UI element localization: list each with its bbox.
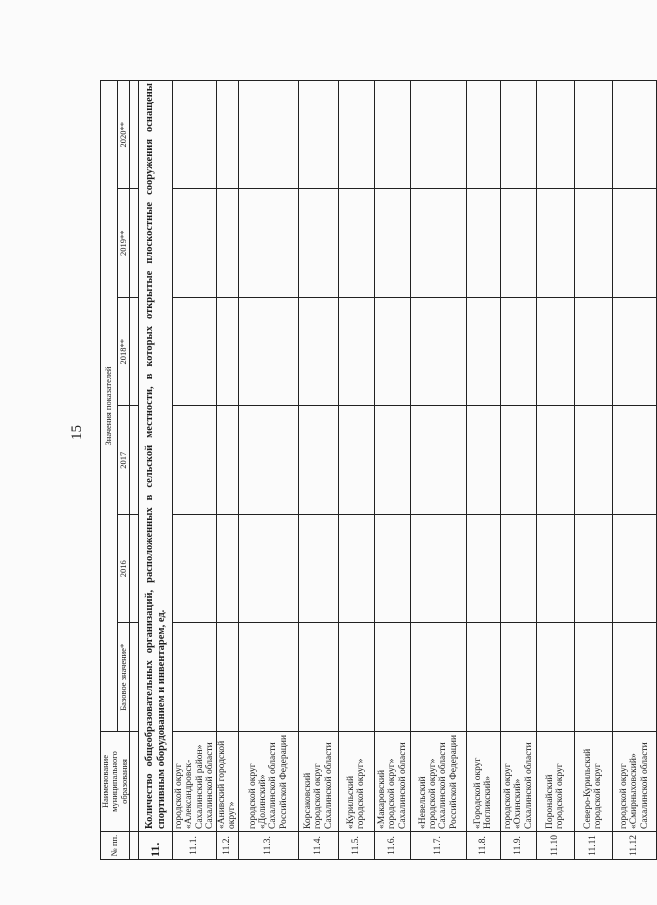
value-cell <box>536 298 574 407</box>
value-cell <box>173 189 217 298</box>
header-number: № пп. <box>101 832 130 860</box>
value-cell <box>574 515 612 624</box>
value-cell <box>298 623 338 732</box>
value-cell <box>612 298 656 407</box>
value-cell <box>217 515 239 624</box>
page-number: 15 <box>69 425 85 440</box>
value-cell <box>374 515 410 624</box>
row-number: 11.9. <box>500 832 536 860</box>
value-cell <box>466 515 500 624</box>
value-cell <box>536 189 574 298</box>
value-cell <box>536 623 574 732</box>
value-cell <box>466 406 500 515</box>
indicator-table <box>100 80 657 860</box>
row-number: 11.1. <box>173 832 217 860</box>
row-number: 11.10 <box>536 832 574 860</box>
value-cell <box>466 623 500 732</box>
municipality-name: «Городской округ Ногликский» <box>466 732 500 832</box>
row-number: 11.7. <box>410 832 466 860</box>
table-row <box>298 81 338 860</box>
municipality-name: городской округ «Александровск-Сахалинский район» Сахалинской области <box>173 732 217 832</box>
value-cell <box>374 623 410 732</box>
value-cell <box>374 406 410 515</box>
value-cell <box>410 623 466 732</box>
value-cell <box>238 406 298 515</box>
municipality-name: городской округ «Долинский» Сахалинской области Российской Федерации <box>238 732 298 832</box>
value-cell <box>374 298 410 407</box>
table-row <box>612 81 656 860</box>
value-cell <box>500 298 536 407</box>
value-cell <box>298 406 338 515</box>
table-row <box>536 81 574 860</box>
municipality-name: городской округ «Смирныховский» Сахалинской области <box>612 732 656 832</box>
value-cell <box>410 298 466 407</box>
row-number: 11.8. <box>466 832 500 860</box>
header-2018: 2018** <box>117 298 129 407</box>
row-number: 11.11 <box>574 832 612 860</box>
value-cell <box>238 515 298 624</box>
value-cell <box>173 623 217 732</box>
municipality-name: Корсаковский городской округ Сахалинской области <box>298 732 338 832</box>
value-cell <box>298 189 338 298</box>
value-cell <box>500 406 536 515</box>
table-row <box>574 81 612 860</box>
value-cell <box>338 298 374 407</box>
value-cell <box>173 406 217 515</box>
value-cell <box>217 623 239 732</box>
value-cell <box>574 189 612 298</box>
row-number: 11.12 <box>612 832 656 860</box>
header-2019: 2019** <box>117 189 129 298</box>
table-row <box>500 81 536 860</box>
row-number: 11.3. <box>238 832 298 860</box>
row-number: 11.2. <box>217 832 239 860</box>
value-cell <box>298 81 338 190</box>
value-cell <box>338 623 374 732</box>
value-cell <box>338 81 374 190</box>
value-cell <box>466 81 500 190</box>
value-cell <box>466 298 500 407</box>
value-cell <box>574 406 612 515</box>
header-2020: 2020** <box>117 81 129 190</box>
header-group: Значения показателей <box>101 81 118 732</box>
table-row <box>410 81 466 860</box>
table-row <box>238 81 298 860</box>
value-cell <box>173 298 217 407</box>
header-base: Базовое значение* <box>117 623 129 732</box>
header-name: Наименование муниципального образования <box>101 732 130 832</box>
value-cell <box>173 81 217 190</box>
row-number: 11.4. <box>298 832 338 860</box>
value-cell <box>238 623 298 732</box>
value-cell <box>612 81 656 190</box>
table-row <box>466 81 500 860</box>
value-cell <box>574 298 612 407</box>
row-number: 11.6. <box>374 832 410 860</box>
value-cell <box>238 189 298 298</box>
value-cell <box>466 189 500 298</box>
municipality-name: «Невельский городской округ» Сахалинской области Российской Федерации <box>410 732 466 832</box>
value-cell <box>500 623 536 732</box>
value-cell <box>217 406 239 515</box>
value-cell <box>298 298 338 407</box>
value-cell <box>500 189 536 298</box>
header-2016: 2016 <box>117 515 129 624</box>
value-cell <box>612 623 656 732</box>
value-cell <box>410 81 466 190</box>
table-row <box>217 81 239 860</box>
column-number-row <box>130 81 139 860</box>
value-cell <box>374 189 410 298</box>
value-cell <box>338 406 374 515</box>
value-cell <box>612 189 656 298</box>
value-cell <box>574 81 612 190</box>
table-row <box>374 81 410 860</box>
value-cell <box>500 515 536 624</box>
value-cell <box>536 81 574 190</box>
indicator-table-rotated <box>100 80 650 860</box>
value-cell <box>238 81 298 190</box>
value-cell <box>410 406 466 515</box>
section-title: Количество общеобразовательных организаций, расположенных в сельской местности, в которых открытые плоскостные сооружения оснащены спортивным оборудованием и инвентарем, ед. <box>139 81 173 832</box>
table-row <box>173 81 217 860</box>
value-cell <box>374 81 410 190</box>
municipality-name: Северо-Курильский городской округ <box>574 732 612 832</box>
header-2017: 2017 <box>117 406 129 515</box>
municipality-name: городской округ «Охинский» Сахалинской области <box>500 732 536 832</box>
value-cell <box>500 81 536 190</box>
municipality-name: «Анивский городской округ» <box>217 732 239 832</box>
value-cell <box>217 298 239 407</box>
value-cell <box>410 515 466 624</box>
value-cell <box>574 623 612 732</box>
value-cell <box>173 515 217 624</box>
row-number: 11.5. <box>338 832 374 860</box>
value-cell <box>217 81 239 190</box>
value-cell <box>338 189 374 298</box>
municipality-name: Поронайский городской округ <box>536 732 574 832</box>
municipality-name: «Макаровский городской округ» Сахалинской области <box>374 732 410 832</box>
value-cell <box>536 406 574 515</box>
value-cell <box>217 189 239 298</box>
value-cell <box>612 515 656 624</box>
value-cell <box>612 406 656 515</box>
value-cell <box>410 189 466 298</box>
section-row <box>139 81 173 860</box>
value-cell <box>536 515 574 624</box>
section-number: 11. <box>139 832 173 860</box>
municipality-name: «Курильский городской округ» <box>338 732 374 832</box>
table-body <box>173 81 657 860</box>
table-row <box>338 81 374 860</box>
value-cell <box>338 515 374 624</box>
value-cell <box>298 515 338 624</box>
value-cell <box>238 298 298 407</box>
